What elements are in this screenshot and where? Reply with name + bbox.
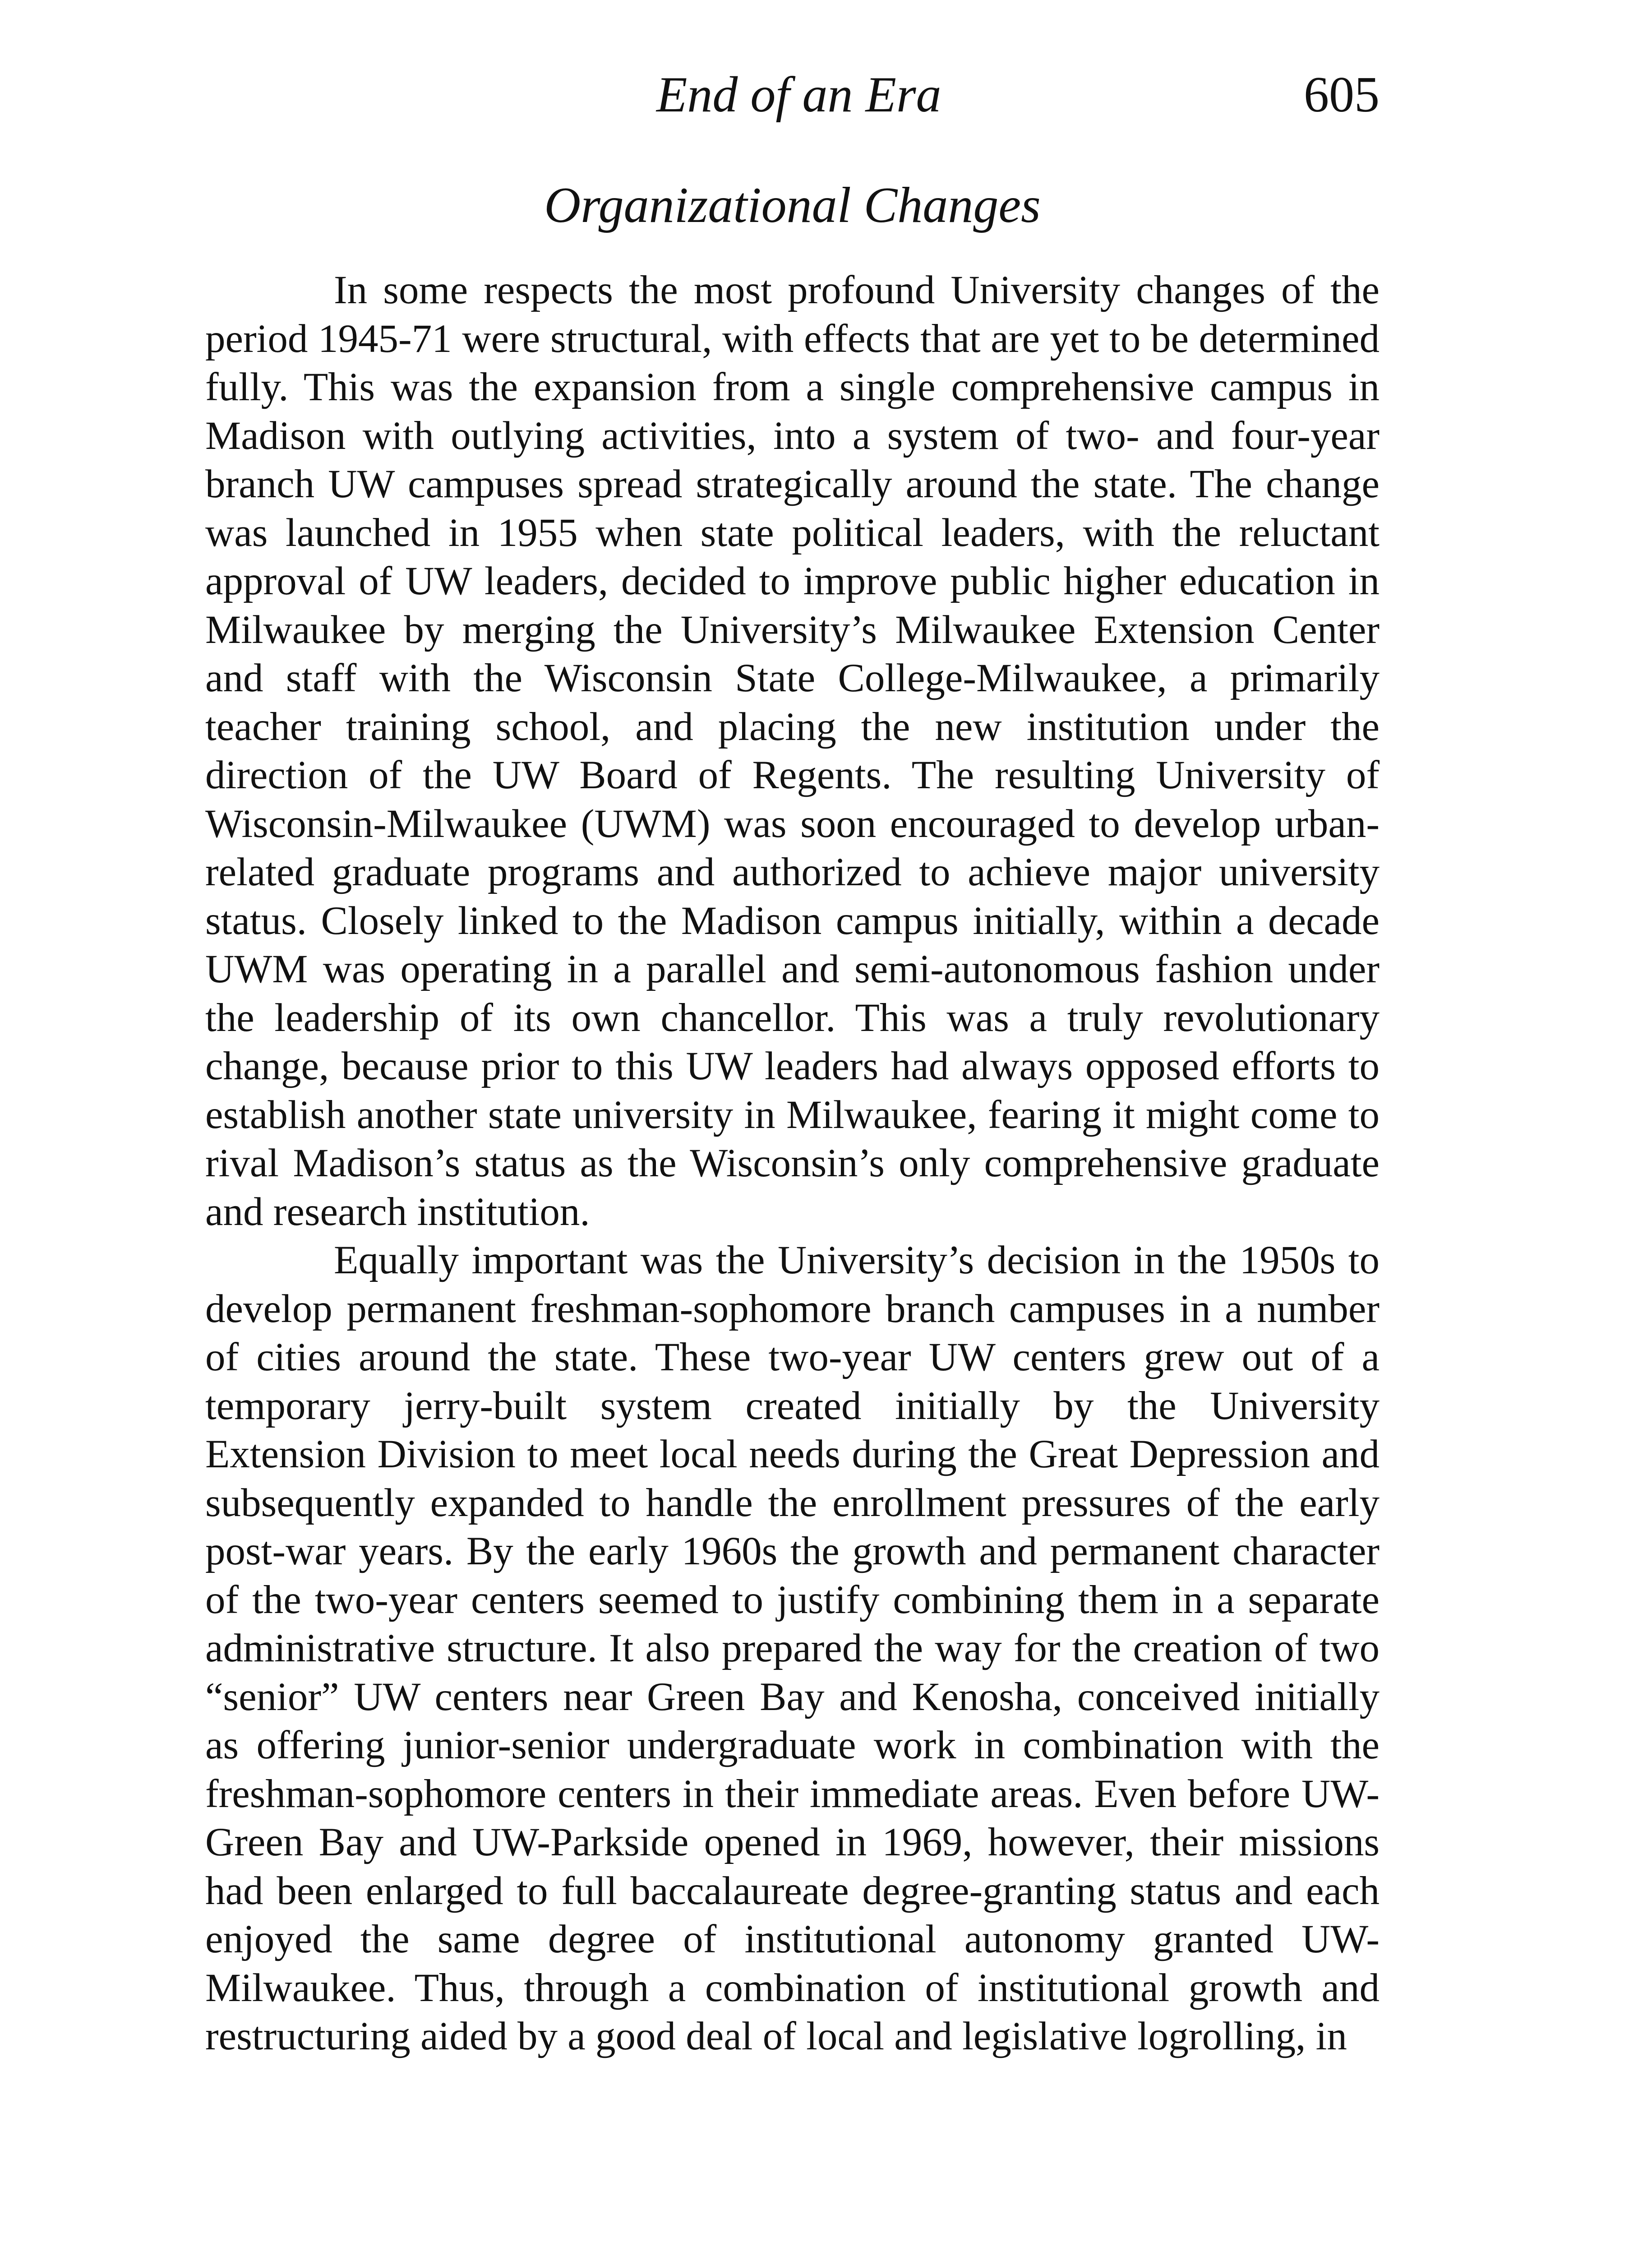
page-number: 605: [1304, 67, 1380, 123]
paragraph: Equally important was the University’s decision in the 1950s to develop permanent freshman-sophomore branch campuses in a number of cities around the state. These two-year UW centers grew out of a temporary jerry-built system created initially by the University Extension Division to meet local needs during the Great Depression and subsequently expanded to handle the enrollment pressures of the early post-war years. By the early 1960s the growth and permanent character of the two-year centers seemed to justify combining them in a separate administrative structure. It also prepared the way for the creation of two “senior” UW centers near Green Bay and Kenosha, conceived initially as offering junior-senior undergraduate work in combination with the freshman-sophomore centers in their immediate areas. Even before UW-Green Bay and UW-Parkside opened in 1969, however, their missions had been enlarged to full baccalaureate degree-granting status and each enjoyed the same degree of institutional autonomy granted UW-Milwaukee. Thus, through a combination of institutional growth and restructuring aided by a good deal of local and legislative logrolling, in: [205, 1238, 1380, 2058]
body-text: [205, 266, 1380, 2061]
paragraph: In some respects the most profound University changes of the period 1945-71 were structural, with effects that are yet to be determined fully. This was the expansion from a single comprehensive campus in Madison with outlying activities, into a system of two- and four-year branch UW campuses spread strategically around the state. The change was launched in 1955 when state political leaders, with the reluctant approval of UW leaders, decided to improve public higher education in Milwaukee by merging the University’s Milwaukee Extension Center and staff with the Wisconsin State College-Milwaukee, a primarily teacher training school, and placing the new institution under the direction of the UW Board of Regents. The resulting University of Wisconsin-Milwaukee (UWM) was soon encouraged to develop urban-related graduate programs and authorized to achieve major university status. Closely linked to the Madison campus initially, within a decade UWM was operating in a parallel and semi-autonomous fashion under the leadership of its own chancellor. This was a truly revolutionary change, because prior to this UW leaders had always opposed efforts to establish another state university in Milwaukee, fearing it might come to rival Madison’s status as the Wisconsin’s only comprehensive graduate and research institution.: [205, 268, 1380, 1234]
section-heading: Organizational Changes: [544, 177, 1041, 233]
running-title: End of an Era: [656, 67, 941, 123]
running-head: [205, 68, 1380, 122]
